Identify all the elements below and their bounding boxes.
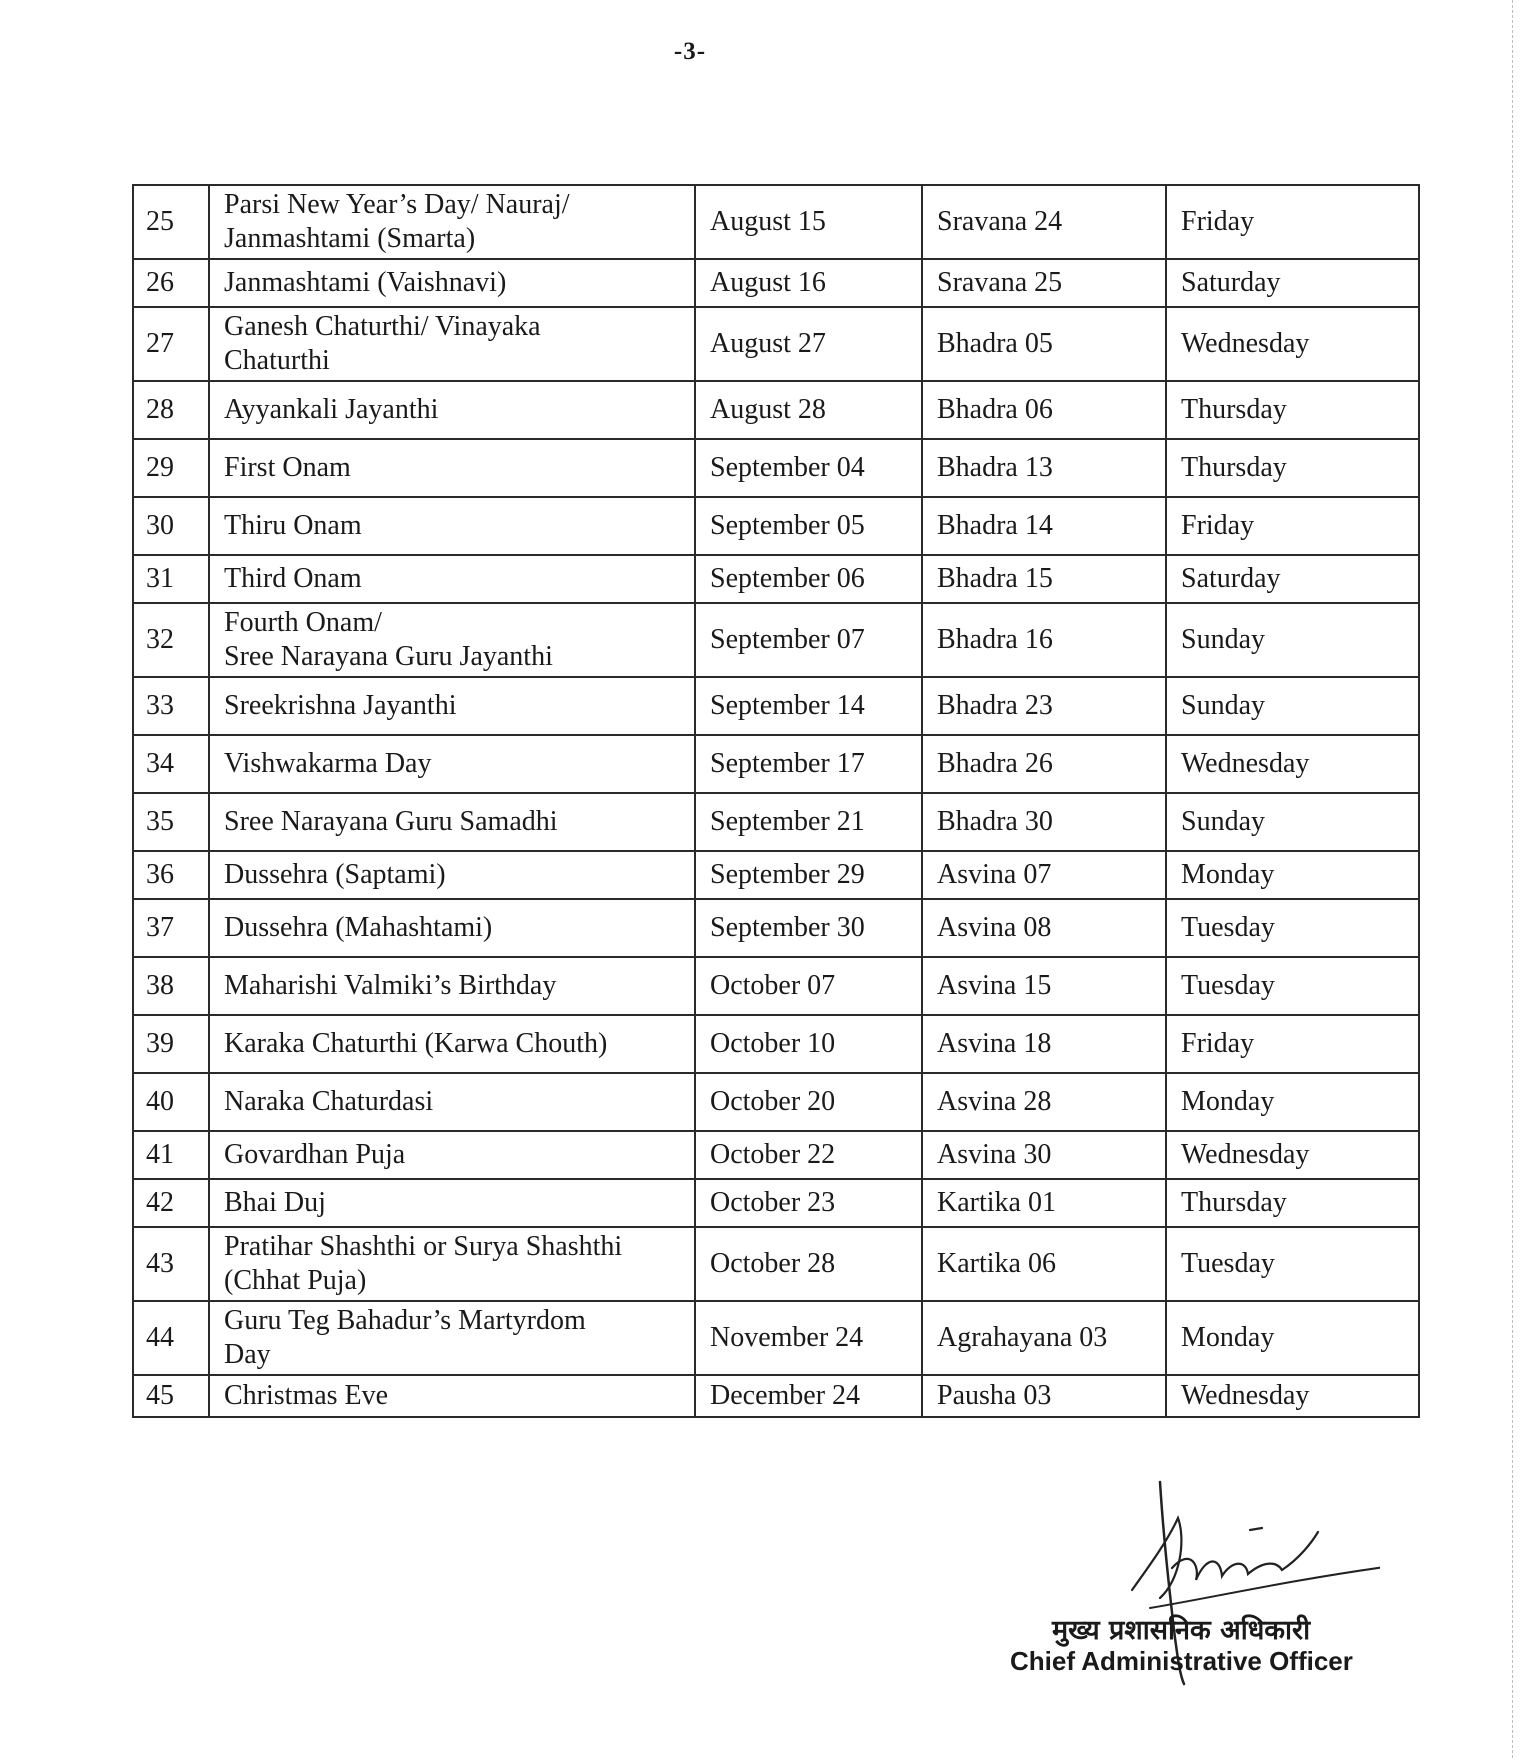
serial-number: 44 xyxy=(133,1301,209,1375)
holiday-name-line: First Onam xyxy=(224,452,351,483)
saka-date: Bhadra 13 xyxy=(922,439,1166,497)
weekday: Thursday xyxy=(1166,381,1419,439)
holiday-name-line: Sree Narayana Guru Samadhi xyxy=(224,806,558,837)
holiday-date: September 07 xyxy=(695,603,922,677)
holiday-date: December 24 xyxy=(695,1375,922,1417)
table-row xyxy=(133,439,1419,497)
serial-number: 31 xyxy=(133,555,209,603)
holiday-table xyxy=(132,184,1420,1418)
saka-date: Bhadra 26 xyxy=(922,735,1166,793)
saka-date: Sravana 24 xyxy=(922,185,1166,259)
page-number: -3- xyxy=(673,38,707,65)
serial-number: 27 xyxy=(133,307,209,381)
saka-date: Asvina 28 xyxy=(922,1073,1166,1131)
holiday-name xyxy=(209,899,695,957)
weekday: Friday xyxy=(1166,1015,1419,1073)
holiday-date: August 28 xyxy=(695,381,922,439)
table-row xyxy=(133,259,1419,307)
weekday: Wednesday xyxy=(1166,1131,1419,1179)
table-row xyxy=(133,603,1419,677)
holiday-name-line: Day xyxy=(224,1339,271,1370)
weekday: Wednesday xyxy=(1166,735,1419,793)
saka-date: Asvina 15 xyxy=(922,957,1166,1015)
holiday-date: September 30 xyxy=(695,899,922,957)
weekday: Thursday xyxy=(1166,1179,1419,1227)
holiday-name xyxy=(209,1375,695,1417)
saka-date: Pausha 03 xyxy=(922,1375,1166,1417)
weekday: Sunday xyxy=(1166,793,1419,851)
holiday-name-line: Vishwakarma Day xyxy=(224,748,432,779)
saka-date: Bhadra 14 xyxy=(922,497,1166,555)
holiday-name-line: Bhai Duj xyxy=(224,1187,326,1218)
holiday-name-line: Naraka Chaturdasi xyxy=(224,1086,434,1117)
serial-number: 28 xyxy=(133,381,209,439)
holiday-date: October 20 xyxy=(695,1073,922,1131)
weekday: Tuesday xyxy=(1166,957,1419,1015)
holiday-name-line: Pratihar Shashthi or Surya Shashthi xyxy=(224,1231,623,1262)
holiday-date: October 07 xyxy=(695,957,922,1015)
serial-number: 26 xyxy=(133,259,209,307)
holiday-name xyxy=(209,1015,695,1073)
weekday: Friday xyxy=(1166,497,1419,555)
saka-date: Bhadra 06 xyxy=(922,381,1166,439)
holiday-name-line: Chaturthi xyxy=(224,345,330,376)
holiday-name xyxy=(209,307,695,381)
serial-number: 36 xyxy=(133,851,209,899)
holiday-name-line: Parsi New Year’s Day/ Nauraj/ xyxy=(224,189,570,220)
table-row xyxy=(133,677,1419,735)
holiday-date: October 28 xyxy=(695,1227,922,1301)
saka-date: Asvina 08 xyxy=(922,899,1166,957)
saka-date: Sravana 25 xyxy=(922,259,1166,307)
serial-number: 37 xyxy=(133,899,209,957)
holiday-name xyxy=(209,793,695,851)
serial-number: 39 xyxy=(133,1015,209,1073)
holiday-name-line: Guru Teg Bahadur’s Martyrdom xyxy=(224,1305,586,1336)
serial-number: 25 xyxy=(133,185,209,259)
saka-date: Bhadra 05 xyxy=(922,307,1166,381)
holiday-date: September 14 xyxy=(695,677,922,735)
weekday: Monday xyxy=(1166,851,1419,899)
weekday: Sunday xyxy=(1166,603,1419,677)
holiday-date: September 04 xyxy=(695,439,922,497)
holiday-name-line: Thiru Onam xyxy=(224,510,362,541)
table-row xyxy=(133,1131,1419,1179)
table-row xyxy=(133,793,1419,851)
holiday-name xyxy=(209,677,695,735)
holiday-date: September 21 xyxy=(695,793,922,851)
saka-date: Bhadra 23 xyxy=(922,677,1166,735)
holiday-name xyxy=(209,185,695,259)
table-row xyxy=(133,851,1419,899)
table-row xyxy=(133,381,1419,439)
holiday-name-line: Ganesh Chaturthi/ Vinayaka xyxy=(224,311,541,342)
holiday-date: October 22 xyxy=(695,1131,922,1179)
saka-date: Kartika 06 xyxy=(922,1227,1166,1301)
table-row xyxy=(133,1227,1419,1301)
signature-block xyxy=(1000,1470,1380,1690)
table-row xyxy=(133,1015,1419,1073)
holiday-date: October 10 xyxy=(695,1015,922,1073)
holiday-name xyxy=(209,1073,695,1131)
holiday-name-line: Third Onam xyxy=(224,563,362,594)
weekday: Monday xyxy=(1166,1301,1419,1375)
holiday-name-line: (Chhat Puja) xyxy=(224,1265,367,1296)
serial-number: 30 xyxy=(133,497,209,555)
table-row xyxy=(133,1375,1419,1417)
holiday-name xyxy=(209,555,695,603)
holiday-date: August 16 xyxy=(695,259,922,307)
holiday-date: September 29 xyxy=(695,851,922,899)
table-row xyxy=(133,497,1419,555)
weekday: Saturday xyxy=(1166,259,1419,307)
signatory-title-english: Chief Administrative Officer xyxy=(1010,1646,1353,1676)
serial-number: 40 xyxy=(133,1073,209,1131)
holiday-name xyxy=(209,1301,695,1375)
holiday-date: September 06 xyxy=(695,555,922,603)
serial-number: 35 xyxy=(133,793,209,851)
holiday-name xyxy=(209,1179,695,1227)
holiday-date: September 17 xyxy=(695,735,922,793)
holiday-name-line: Karaka Chaturthi (Karwa Chouth) xyxy=(224,1028,608,1059)
table-row xyxy=(133,555,1419,603)
weekday: Thursday xyxy=(1166,439,1419,497)
serial-number: 33 xyxy=(133,677,209,735)
holiday-name-line: Janmashtami (Smarta) xyxy=(224,223,476,254)
holiday-name-line: Dussehra (Mahashtami) xyxy=(224,912,493,943)
holiday-name xyxy=(209,735,695,793)
signatory-title-hindi: मुख्य प्रशासनिक अधिकारी xyxy=(1052,1615,1311,1646)
serial-number: 41 xyxy=(133,1131,209,1179)
holiday-name xyxy=(209,259,695,307)
holiday-date: October 23 xyxy=(695,1179,922,1227)
serial-number: 42 xyxy=(133,1179,209,1227)
table-row xyxy=(133,735,1419,793)
holiday-date: August 15 xyxy=(695,185,922,259)
holiday-date: November 24 xyxy=(695,1301,922,1375)
scan-edge-divider xyxy=(1512,0,1514,1758)
saka-date: Bhadra 16 xyxy=(922,603,1166,677)
serial-number: 43 xyxy=(133,1227,209,1301)
holiday-name-line: Sree Narayana Guru Jayanthi xyxy=(224,641,553,672)
holiday-name xyxy=(209,381,695,439)
weekday: Wednesday xyxy=(1166,307,1419,381)
table-row xyxy=(133,1301,1419,1375)
serial-number: 32 xyxy=(133,603,209,677)
serial-number: 29 xyxy=(133,439,209,497)
holiday-name xyxy=(209,1131,695,1179)
table-row xyxy=(133,899,1419,957)
saka-date: Asvina 30 xyxy=(922,1131,1166,1179)
saka-date: Bhadra 15 xyxy=(922,555,1166,603)
weekday: Tuesday xyxy=(1166,1227,1419,1301)
holiday-name-line: Christmas Eve xyxy=(224,1380,389,1411)
weekday: Sunday xyxy=(1166,677,1419,735)
holiday-name xyxy=(209,1227,695,1301)
holiday-name xyxy=(209,851,695,899)
weekday: Saturday xyxy=(1166,555,1419,603)
saka-date: Agrahayana 03 xyxy=(922,1301,1166,1375)
table-row xyxy=(133,1073,1419,1131)
holiday-date: August 27 xyxy=(695,307,922,381)
table-row xyxy=(133,1179,1419,1227)
saka-date: Kartika 01 xyxy=(922,1179,1166,1227)
weekday: Monday xyxy=(1166,1073,1419,1131)
saka-date: Asvina 07 xyxy=(922,851,1166,899)
holiday-name xyxy=(209,957,695,1015)
table-row xyxy=(133,957,1419,1015)
table-row xyxy=(133,307,1419,381)
holiday-name-line: Janmashtami (Vaishnavi) xyxy=(224,267,507,298)
holiday-name-line: Govardhan Puja xyxy=(224,1139,406,1170)
holiday-name-line: Ayyankali Jayanthi xyxy=(224,394,439,425)
holiday-name xyxy=(209,603,695,677)
weekday: Wednesday xyxy=(1166,1375,1419,1417)
saka-date: Bhadra 30 xyxy=(922,793,1166,851)
table-row xyxy=(133,185,1419,259)
holiday-name-line: Dussehra (Saptami) xyxy=(224,859,446,890)
weekday: Friday xyxy=(1166,185,1419,259)
holiday-date: September 05 xyxy=(695,497,922,555)
holiday-name-line: Maharishi Valmiki’s Birthday xyxy=(224,970,557,1001)
saka-date: Asvina 18 xyxy=(922,1015,1166,1073)
holiday-name-line: Fourth Onam/ xyxy=(224,607,382,638)
serial-number: 34 xyxy=(133,735,209,793)
holiday-name-line: Sreekrishna Jayanthi xyxy=(224,690,457,721)
serial-number: 38 xyxy=(133,957,209,1015)
weekday: Tuesday xyxy=(1166,899,1419,957)
serial-number: 45 xyxy=(133,1375,209,1417)
holiday-name xyxy=(209,497,695,555)
holiday-name xyxy=(209,439,695,497)
